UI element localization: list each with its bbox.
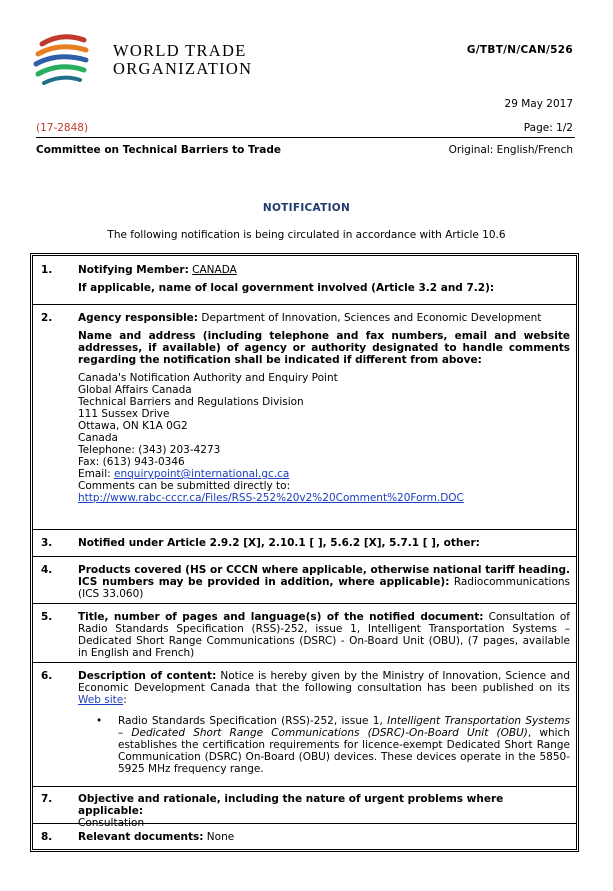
- original-language: Original: English/French: [448, 144, 573, 156]
- notifying-member: CANADA: [192, 264, 237, 276]
- item-number: 1.: [41, 264, 53, 276]
- page-number: Page: 1/2: [523, 122, 573, 134]
- address-line: 111 Sussex Drive: [78, 408, 170, 420]
- address-line: Canada: [78, 432, 118, 444]
- header-divider: [36, 137, 575, 138]
- document-reference: (17-2848): [36, 122, 89, 134]
- table-row-2: [33, 304, 576, 529]
- item-number: 7.: [41, 793, 53, 805]
- item-label: Title, number of pages and language(s) of the notified document:: [78, 611, 484, 623]
- bullet-text-end: , which establishes the certification requirements for licence-exempt Dedicated Short Range Communication (DSRC) On-Board (OBU) devices. These devices operate in the 5850-5925 MHz frequency range.: [118, 727, 570, 775]
- notification-title: NOTIFICATION: [262, 202, 351, 214]
- item-label: Relevant documents:: [78, 831, 204, 843]
- address-line: Technical Barriers and Regulations Division: [78, 396, 304, 408]
- bullet-icon: •: [96, 715, 103, 727]
- table-row-4: [33, 556, 576, 603]
- item-number: 3.: [41, 537, 53, 549]
- item-label: Description of content:: [78, 670, 217, 682]
- fax: Fax: (613) 943-0346: [78, 456, 185, 468]
- address-line: Ottawa, ON K1A 0G2: [78, 420, 188, 432]
- email-link[interactable]: enquirypoint@international.gc.ca: [114, 468, 290, 480]
- org-line-1: WORLD TRADE: [113, 41, 247, 60]
- item-label: Agency responsible:: [78, 312, 199, 324]
- item-label: Notifying Member:: [78, 264, 189, 276]
- notified-article: Notified under Article 2.9.2 [X], 2.10.1 [ ], 5.6.2 [X], 5.7.1 [ ], other:: [78, 537, 480, 549]
- comments-text: Comments can be submitted directly to:: [78, 480, 291, 492]
- committee-name: Committee on Technical Barriers to Trade: [36, 144, 281, 156]
- item-number: 5.: [41, 611, 53, 623]
- table-row-7: [33, 786, 576, 829]
- table-row-1: [33, 256, 576, 304]
- contact-address: [78, 372, 570, 504]
- bullet-italic-text: Intelligent Transportation Systems – Dedicated Short Range Communications (DSRC)-On-Board Unit (OBU): [118, 715, 570, 739]
- wto-logo-icon: [32, 30, 92, 90]
- document-date: 29 May 2017: [504, 98, 573, 110]
- products-value: Radiocommunications (ICS 33.060): [78, 576, 570, 600]
- contact-label: Name and address (including telephone and fax numbers, email and website addresses, if available) of agency or authority designated to handle comments regarding the notification shall be indicated if different from above:: [78, 330, 570, 366]
- telephone: Telephone: (343) 203-4273: [78, 444, 221, 456]
- item-number: 6.: [41, 670, 53, 682]
- document-symbol: G/TBT/N/CAN/526: [466, 44, 573, 56]
- description-value: Notice is hereby given by the Ministry of Innovation, Science and Economic Development Canada that the following consultation has been published on its: [78, 670, 570, 694]
- objective-value: Consultation: [78, 817, 145, 829]
- email-label: Email:: [78, 468, 111, 480]
- item-number: 8.: [41, 831, 53, 843]
- relevant-documents-value: None: [206, 831, 235, 843]
- agency-value: Department of Innovation, Sciences and Economic Development: [201, 312, 542, 324]
- intro-text: The following notification is being circulated in accordance with Article 10.6: [107, 229, 506, 241]
- bullet-text: Radio Standards Specification (RSS)-252, issue 1,: [118, 715, 383, 727]
- address-line: Global Affairs Canada: [78, 384, 192, 396]
- item-label: Objective and rationale, including the nature of urgent problems where applicable:: [78, 793, 504, 817]
- web-site-link[interactable]: Web site: [78, 694, 124, 706]
- item-number: 4.: [41, 564, 53, 576]
- address-line: Canada's Notification Authority and Enquiry Point: [78, 372, 338, 384]
- table-row-5: [33, 603, 576, 662]
- organization-name: [113, 42, 252, 78]
- table-row-6: [33, 662, 576, 786]
- item-label: Products covered (HS or CCCN where applicable, otherwise national tariff heading. ICS numbers may be provided in addition, where applicable):: [78, 564, 570, 588]
- local-government-label: If applicable, name of local government involved (Article 3.2 and 7.2):: [78, 282, 495, 294]
- item-number: 2.: [41, 312, 53, 324]
- comment-form-link[interactable]: http://www.rabc-cccr.ca/Files/RSS-252%20v2%20Comment%20Form.DOC: [78, 492, 464, 504]
- title-value: Consultation of Radio Standards Specification (RSS)-252, issue 1, Intelligent Transportation Systems – Dedicated Short Range Communications (DSRC) - On-Board Unit (OBU), (7 pages, available in English and French): [78, 611, 570, 659]
- colon: :: [123, 694, 127, 706]
- notification-table: [30, 253, 579, 852]
- org-line-2: ORGANIZATION: [113, 59, 253, 78]
- list-item: [96, 715, 570, 775]
- table-row-3: [33, 529, 576, 556]
